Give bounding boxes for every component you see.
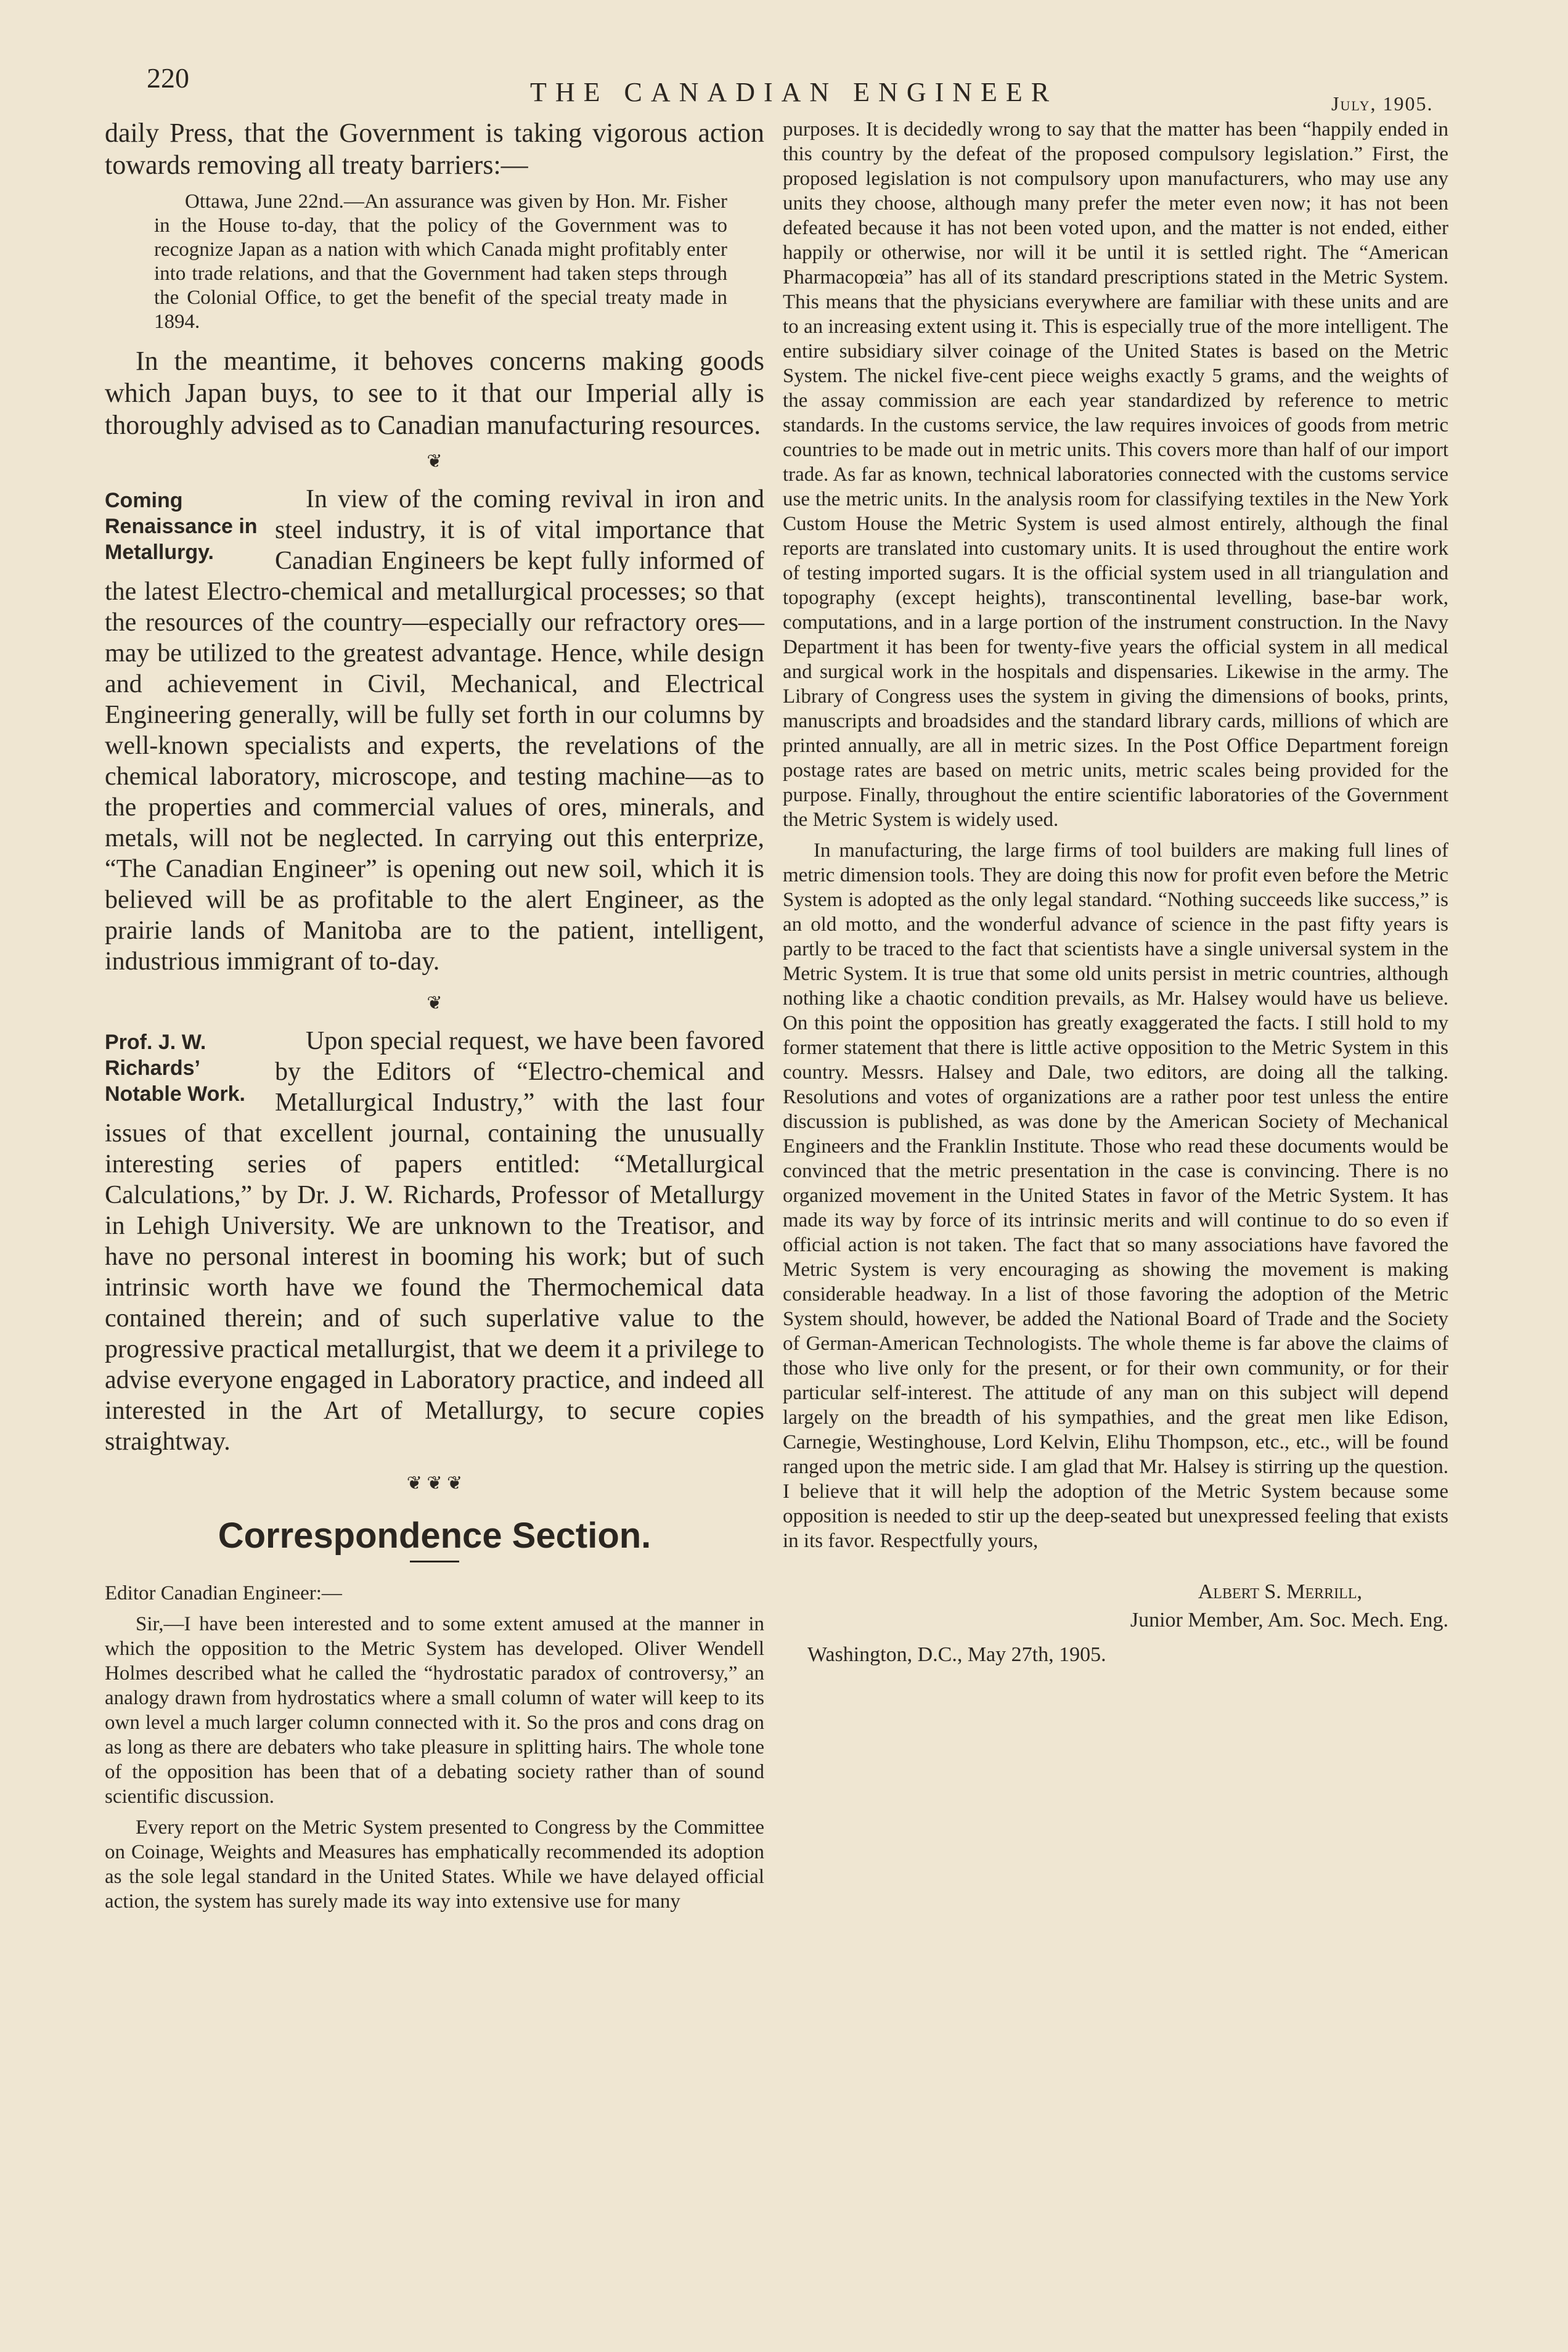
dateline: Washington, D.C., May 27th, 1905. [807,1643,1106,1666]
imperial-ally-paragraph: In the meantime, it behoves concerns making goods which Japan buys, to see to it that our Imperial ally is thoroughly advised as to Canadian manufacturing resources. [105,346,764,440]
section-metallurgy [105,484,764,983]
ornament-separator: ❦ ❦ ❦ [406,1473,463,1493]
section-body: In view of the coming revival in iron and steel industry, it is of vital importance that Canadian Engineers be kept fully informed of the latest Electro-chemical and metallurgical processes; so that the resources of the country—especially our refractory ores—may be utilized to the greatest advantage. Hence, while design and achievement in Civil, Mechanical, and Electrical Engineering generally, will be fully set forth in our columns by well-known specialists and experts, the revelations of the chemical laboratory, microscope, and testing machine—as to the properties and commercial values of ores, minerals, and metals, will not be neglected. In carrying out this enterprize, “The Canadian Engineer” is opening out new soil, which it is believed will be as profitable to the alert Engineer, as the prairie lands of Manitoba are to the patient, intelligent, industrious immigrant of to-day. [105,485,764,976]
divider [410,1561,459,1562]
correspondence-heading: Correspondence Section. [218,1516,651,1556]
ornament-separator: ❦ [427,451,443,472]
signature-block [783,1578,1448,1635]
left-column [105,117,764,1920]
ornament-separator: ❦ [427,993,443,1013]
letter-paragraph: Every report on the Metric System presented to Congress by the Committee on Coinage, Weights and Measures has emphatically recommended its adoption as the sole legal standard in the United States. While we have delayed official action, the system has surely made its way into extensive use for many [105,1816,764,1913]
section-richards [105,1026,764,1463]
intro-paragraph: daily Press, that the Government is taking vigorous action towards removing all treaty barriers:— [105,118,764,180]
letter-paragraph: purposes. It is decidedly wrong to say that the matter has been “happily ended in this country by the defeat of the proposed compulsory legislation.” First, the proposed legislation is not compulsory upon manufacturers, who may use any units they choose, although many prefer the meter even now; it has not been defeated because it has not been voted upon, and the matter is not ended, either happily or otherwise, nor will it be until it is settled right. The “American Pharmacopœia” has all of its standard prescriptions stated in the Metric System. This means that the physicians everywhere are familiar with these units and are to an increasing extent using it. This is especially true of the more intelligent. The entire subsidiary silver coinage of the United States is based on the Metric System. The nickel five-cent piece weighs exactly 5 grams, and the weights of the assay commission are each year standardized by reference to metric standards. In the customs service, the law requires invoices of goods from metric countries to be made out in metric units. This covers more than half of our import trade. As far as known, technical laboratories connected with the customs service use the metric units. In the analysis room for classifying textiles in the New York Custom House the Metric System is used almost entirely, although the final reports are translated into customary units. It is used throughout the entire work of testing imported sugars. It is the official system used in all triangulation and topography (except heights), transcontinental levelling, base-bar work, computations, and in a large portion of the instrument construction. In the Navy Department it has been for twenty-five years the official system in all medical and surgical work in the hospitals and dispensaries. Likewise in the army. The Library of Congress uses the system in giving the dimensions of books, prints, manuscripts and broadsides and the standard library cards, millions of which are printed annually, are all in metric sizes. In the Post Office Department foreign postage rates are based on metric units, metric scales being provided for the purpose. Finally, throughout the entire scientific laboratories of the Government the Metric System is widely used. [783,118,1448,831]
letter-paragraph: In manufacturing, the large firms of tool builders are making full lines of metric dimension tools. They are doing this now for profit even before the Metric System is adopted as the only legal standard. “Nothing succeeds like success,” is an old motto, and the wonderful advance of science in the past fifty years is partly to be traced to the fact that scientists have a single universal system in the Metric System. It is true that some old units persist in metric countries, although nothing like a chaotic condition prevails, as Mr. Halsey would have us believe. On this point the opposition has greatly exaggerated the facts. I still hold to my former statement that there is little active opposition to the Metric System in this country. Messrs. Halsey and Dale, two editors, are doing all the talking. Resolutions and votes of organizations are a rather poor test unless the entire discussion is published, as was done by the American Society of Mechanical Engineers and the Franklin Institute. Those who read these documents would be convinced that the metric presentation in the case is convincing. There is no organized movement in the United States in favor of the Metric System. It has made its way by force of its intrinsic merits and will continue to do so even if official action is not taken. The fact that so many associations have favored the Metric System is very encouraging as showing the movement is making considerable headway. In a list of those favoring the adoption of the Metric System should, however, be added the National Board of Trade and the Society of German-American Technologists. The whole theme is far above the claims of those who live only for the present, or for their own community, or for their particular self-interest. The attitude of any man on this subject will depend largely on the breadth of his sympathies, and the great men like Edison, Carnegie, Westinghouse, Lord Kelvin, Elihu Thompson, etc., etc., will be found ranged upon the metric side. I am glad that Mr. Halsey is stirring up the question. I believe that it will help the adoption of the Metric System because some opposition is needed to stir up the deep-seated but unexpressed feeling that exists in its favor. Respectfully yours, [783,839,1448,1552]
signature-title: Junior Member, Am. Soc. Mech. Eng. [1130,1609,1448,1631]
section-heading: Coming Renaissance in Metallurgy. [105,489,258,564]
letter-paragraph: Sir,—I have been interested and to some extent amused at the manner in which the opposition to the Metric System has developed. Oliver Wendell Holmes described what he called the “hydrostatic paradox of controversy,” an analogy drawn from hydrostatics where a small column of water will keep to its own level a much larger column connected with it. So the pros and cons drag on as long as there are debaters who take pleasure in splitting hairs. The whole tone of the opposition has been that of a debating society rather than of sound scientific discussion. [105,1613,764,1808]
issue-date: July, 1905. [1331,92,1434,115]
section-heading: Prof. J. W. Richards’ Notable Work. [105,1031,245,1106]
ottawa-quote: Ottawa, June 22nd.—An assurance was given by Hon. Mr. Fisher in the House to-day, that the policy of the Government was to recognize Japan as a nation with which Canada might profitably enter into trade relations, and that the Government had taken steps through the Colonial Office, to get the benefit of the special treaty made in 1894. [154,190,727,333]
running-title: THE CANADIAN ENGINEER [530,77,1058,107]
letter-salutation: Editor Canadian Engineer:— [105,1582,342,1604]
signature-name: Albert S. Merrill, [1198,1580,1362,1603]
page-number: 220 [147,62,189,94]
section-body: Upon special request, we have been favored by the Editors of “Electro-chemical and Metallurgical Industry,” with the last four issues of that excellent journal, containing the unusually interesting series of papers entitled: “Metallurgical Calculations,” by Dr. J. W. Richards, Professor of Metallurgy in Lehigh University. We are unknown to the Treatisor, and have no personal interest in booming his work; but of such intrinsic worth have we found the Thermochemical data contained therein; and of such superlative value to the progressive practical metallurgist, that we deem it a privilege to advise everyone engaged in Laboratory practice, and indeed all interested in the Art of Metallurgy, to secure copies straightway. [105,1027,764,1456]
right-column [783,117,1448,1668]
